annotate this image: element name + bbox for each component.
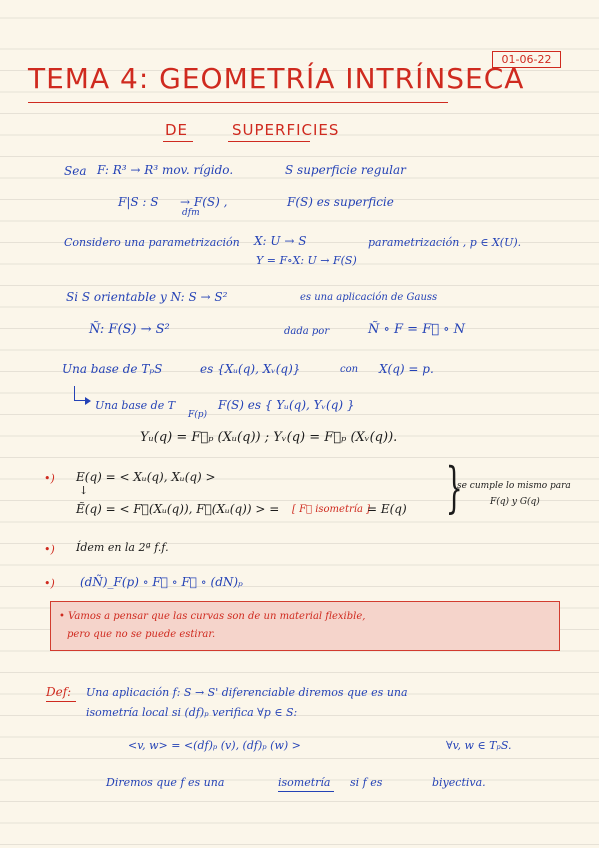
text-idem: Ídem en la 2ª f.f. [76, 541, 169, 554]
note-line-1: • Vamos a pensar que las curvas son de un material flexible, [59, 611, 366, 622]
text-base-vectors: es {Xᵤ(q), Xᵥ(q)} [200, 362, 301, 376]
text-dfm: dfm [182, 208, 200, 218]
text-def-line1: Una aplicación f: S → S' diferenciable diremos que es una [86, 686, 408, 699]
arrow-icon [74, 386, 85, 401]
text-isometria-bracket: [ F⃗ isometría ] [292, 504, 370, 515]
def-label: Def: [46, 685, 72, 699]
text-brace-note-2: F(q) y G(q) [490, 497, 540, 507]
bullet-g: •) [44, 577, 55, 590]
title-de: DE [165, 121, 189, 139]
text-superficie-regular: S superficie regular [285, 163, 406, 177]
down-arrow-icon: ↓ [79, 484, 89, 497]
bullet-f: •) [44, 543, 55, 556]
text-e-equals: = E(q) [367, 502, 407, 516]
text-n-tilde: Ñ: F(S) → S² [89, 322, 170, 337]
title-de-underline [163, 141, 193, 142]
page-title: TEMA 4: GEOMETRÍA INTRÍNSECA [28, 62, 525, 95]
text-n-relation: Ñ ∘ F = F⃗ ∘ N [368, 322, 466, 337]
text-con: con [340, 364, 359, 375]
text-yu-yv: Yᵤ(q) = F⃗ₚ (Xᵤ(q)) ; Yᵥ(q) = F⃗ₚ (Xᵥ(q)). [140, 430, 398, 445]
text-def-inner: <v, w> = <(df)ₚ (v), (df)ₚ (w) > [128, 739, 301, 752]
text-isometria: isometría [278, 776, 331, 789]
text-base-tps: Una base de TₚS [62, 362, 163, 376]
text-x-param: X: U → S [254, 234, 307, 248]
text-def-line2: isometría local si (df)ₚ verifica ∀p ∈ S: [86, 706, 298, 719]
date-box: 01-06-22 [492, 51, 561, 68]
text-diremos: Diremos que f es una [106, 776, 225, 789]
def-underline [46, 701, 76, 702]
title-underline [28, 102, 448, 103]
text-base-tfp: Una base de T [95, 399, 176, 412]
text-dn-relation: (dÑ)_F(p) ∘ F⃗ ∘ F⃗ ∘ (dN)ₚ [80, 575, 243, 589]
text-def-forall: ∀v, w ∈ TₚS. [446, 739, 512, 752]
text-sea: Sea [64, 164, 87, 178]
text-dada-por: dada por [284, 326, 330, 337]
title-superficies-underline [228, 141, 310, 142]
title-superficies: SUPERFICIES [232, 121, 340, 139]
text-mov-rigido: F: R³ → R³ mov. rígido. [97, 163, 234, 177]
text-fs: → F(S) , [180, 195, 228, 209]
text-e-tilde: Ẽ(q) = < F⃗(Xᵤ(q)), F⃗(Xᵤ(q)) > = [76, 502, 280, 516]
text-base-y: F(S) es { Yᵤ(q), Yᵥ(q) } [218, 398, 355, 412]
text-e-q: E(q) = < Xᵤ(q), Xᵤ(q) > [76, 470, 216, 484]
text-aplicacion-gauss: es una aplicación de Gauss [300, 292, 438, 303]
bullet-e: •) [44, 472, 55, 485]
text-y-compuesta: Y = F∘X: U → F(S) [256, 254, 357, 267]
text-si-orientable: Si S orientable y N: S → S² [66, 290, 228, 304]
brace-icon: } [445, 456, 463, 519]
text-si-f-es: si f es [350, 776, 383, 789]
text-restriccion: F|S : S [118, 195, 159, 209]
text-considero: Considero una parametrización [64, 236, 240, 249]
text-fp-sub: F(p) [188, 410, 208, 420]
text-biyectiva: biyectiva. [432, 776, 486, 789]
text-brace-note-1: se cumple lo mismo para [457, 481, 571, 491]
text-xq-p: X(q) = p. [379, 362, 434, 376]
note-line-2: pero que no se puede estirar. [67, 629, 216, 640]
text-fs-superficie: F(S) es superficie [287, 195, 394, 209]
note-box [50, 601, 560, 651]
text-parametrizacion: parametrización , p ∈ X(U). [368, 236, 522, 249]
isometria-underline [278, 791, 334, 792]
